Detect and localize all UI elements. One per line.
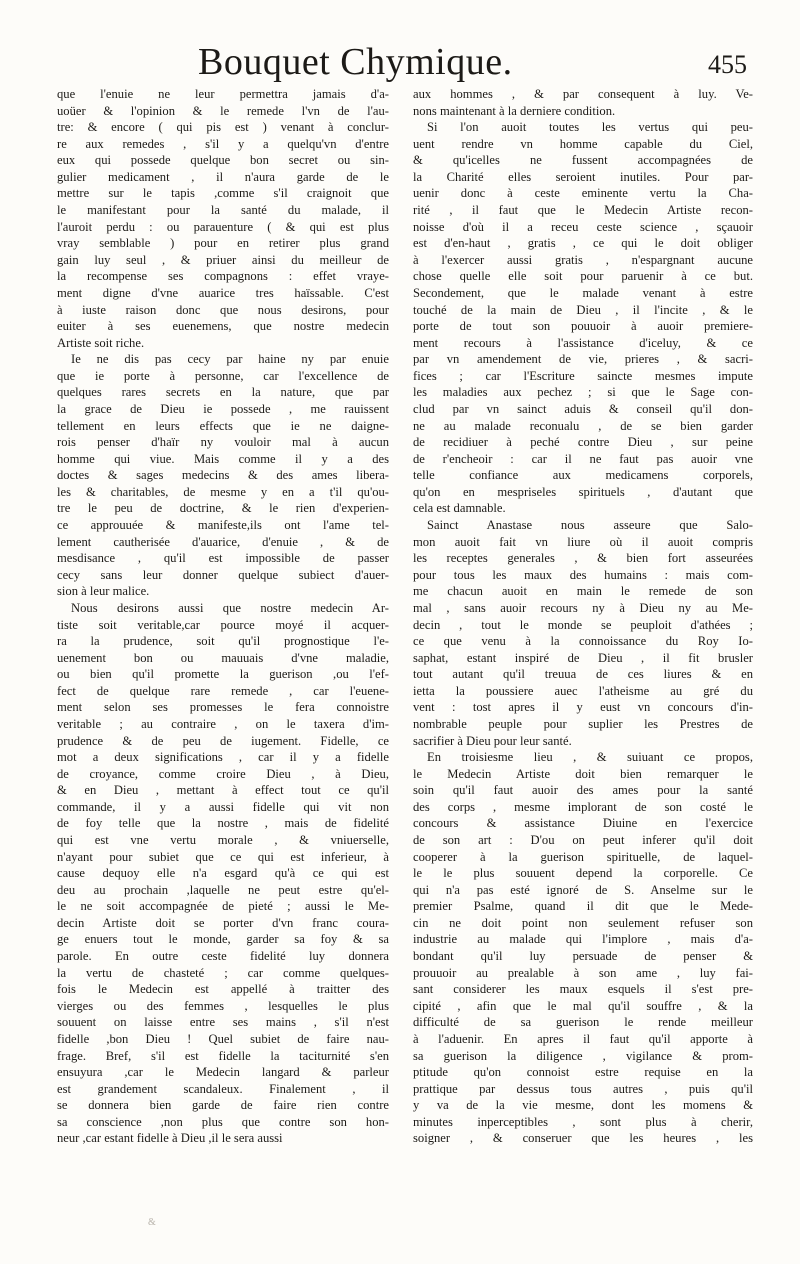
left-column-line: qui est vne vertu morale , & vniuerselle, (57, 833, 389, 848)
left-column-line: cecy sans leur donner quelque subiect d'auer- (57, 567, 389, 582)
right-column-line: mal , sans auoir recours ny à Dieu ny au Me- (413, 600, 753, 615)
left-column-line: tellement en leurs effects que ie ne daigne- (57, 418, 389, 433)
left-column-line: de foy telle que la nostre , mais de fidelité (57, 816, 389, 831)
right-column-line: sant considerer les maux esquels il s'est pre- (413, 982, 753, 997)
left-column-line: re aux remedes , s'il y a quelqu'vn d'entre (57, 136, 389, 151)
left-column-line: decin Artiste doit se porter d'vn franc coura- (57, 915, 389, 930)
left-column-line: que ie porte à personne, car l'excellence de (57, 368, 389, 383)
right-column-line: les receptes generales , & bien fort asseurées (413, 551, 753, 566)
right-column-line: industrie au malade qui l'implore , mais d'a- (413, 932, 753, 947)
left-column-line: sa conscience ,non plus que contre son hon- (57, 1114, 389, 1129)
right-column-line: me chacun auoit en main le remede de son (413, 584, 753, 599)
left-column-line: est grandement scandaleux. Finalement , il (57, 1081, 389, 1096)
right-column-line: y va de la vie mesme, dont les momens & (413, 1098, 753, 1113)
right-column-line: ietta la poussiere auec l'atheisme au gré du (413, 683, 753, 698)
right-column-line: decin , tout le monde se peuploit d'athées ; (413, 617, 753, 632)
left-column-line: la recompense ses compagnons : effet vraye- (57, 269, 389, 284)
left-column-line: vierges ou des femmes , lesquelles le plus (57, 998, 389, 1013)
right-column-line: uent rendre vn homme capable du Ciel, (413, 136, 753, 151)
left-column-line: & en Dieu , mettant à effect tout ce qu'il (57, 783, 389, 798)
left-column-line: fois le Medecin est appellé à traitter des (57, 982, 389, 997)
left-column-line: mesdisance , qu'il est impossible de passer (57, 551, 389, 566)
left-column-line: tre le peu de doctrine, & le rien d'experien- (57, 501, 389, 516)
right-column-line: nons maintenant à la derniere condition. (413, 103, 616, 118)
right-column-line: prattique par dessus tous autres , puis qu'il (413, 1081, 753, 1096)
left-column-line: mot a deux significations , car il y a fidelle (57, 750, 389, 765)
right-column-line: sacrifier à Dieu pour leur santé. (413, 733, 572, 748)
left-column-line: cause dequoy elle n'a esgard qu'à ce qui est (57, 866, 389, 881)
right-column-line: mon auoit fait vn liure où il auoit compris (413, 534, 753, 549)
right-column-line: ment recours à l'assistance d'iceluy, & ce (413, 335, 753, 350)
right-column-line: est d'en-haut , gratis , ce qui le doit obliger (413, 236, 753, 251)
left-column-line: Artiste soit riche. (57, 335, 145, 350)
right-column-line: cela est damnable. (413, 501, 506, 516)
right-column-line: prouuoir au prealable à son ame , luy fai- (413, 965, 753, 980)
left-column-line: que l'enuie ne leur permettra jamais d'a- (57, 87, 389, 101)
left-column-line: quelques rares secrets en la nature, que par (57, 385, 389, 400)
right-column-line: Sainct Anastase nous asseure que Salo- (427, 518, 753, 533)
left-column-line: le ne soit accompagnée de pieté ; aussi le Me- (57, 899, 389, 914)
right-column-line: tout autant qu'il treuua de ces liures & en (413, 667, 753, 682)
right-column-line: ptitude qu'on connoist estre requise en la (413, 1065, 753, 1080)
right-column-line: de son art : D'ou on peut inferer qu'il doit (413, 833, 753, 848)
left-column-line: ra la prudence, soit qu'il prognostique l'e- (57, 634, 389, 649)
left-column-line: uenement bon ou mauuais d'vne maladie, (57, 650, 389, 665)
right-column-line: la Charité elles seroient inutiles. Pour par- (413, 169, 753, 184)
left-column-line: de croyance, comme croire Dieu , à Dieu, (57, 766, 389, 781)
right-column-line: difficulté de sa guerison le rende meilleur (413, 1015, 753, 1030)
left-column-line: n'ayant pour subiet que ce qui est inferieur, à (57, 849, 389, 864)
left-column-line: tiste soit veritable,car pource moyé il acquer- (57, 617, 389, 632)
right-column-line: ce que venu à la connoissance du Roy Io- (413, 634, 753, 649)
left-column-line: euiter à ses euenemens, que nostre medecin (57, 319, 389, 334)
left-column-line: gain luy seul , & priuer ainsi du meilleur de (57, 252, 389, 267)
right-column-line: uenir donc à ceste eminente vertu la Cha- (413, 186, 753, 201)
left-column-line: mettre sur le tapis ,comme s'il craignoit que (57, 186, 389, 201)
right-column-line: concours & assistance Diuine en l'exercice (413, 816, 753, 831)
left-column-line: fidelle ,bon Dieu ! Quel subiet de faire nau- (57, 1031, 389, 1046)
right-column-line: premier Psalme, quand il dit que le Mede- (413, 899, 753, 914)
left-column-line: la vertu de chasteté ; car comme quelques- (57, 965, 389, 980)
left-column-line: vray semblable ) pour en retirer plus grand (57, 236, 389, 251)
right-column-line: de recidiuer à peché contre Dieu , sur peine (413, 435, 753, 450)
right-column-line: qui n'a pas esté ignoré de S. Anselme sur le (413, 882, 753, 897)
right-column-line: qu'on en mespriseles spirituels , d'autant que (413, 484, 753, 499)
left-column-line: veritable ; au contraire , on le taxera d'im- (57, 716, 389, 731)
left-column-line: frage. Bref, s'il est fidelle la taciturnité s'en (57, 1048, 389, 1063)
left-column-line: ment selon ses promesses le fera connoistre (57, 700, 389, 715)
left-column-line: rois penser d'haïr ny vouloir mal à aucun (57, 435, 389, 450)
left-column-line: sion à leur malice. (57, 584, 150, 599)
left-column-line: uoüer & l'opinion & le remede l'vn de l'au- (57, 103, 389, 118)
left-column-line: lement cautherisée d'auarice, d'enuie , & de (57, 534, 389, 549)
right-column-line: sa guerison la diligence , vigilance & prom- (413, 1048, 753, 1063)
left-column-line: ge enuers tout le monde, garder sa foy & sa (57, 932, 389, 947)
right-column (413, 86, 753, 1147)
page-number: 455 (708, 50, 747, 79)
right-column-line: En troisiesme lieu , & suiuant ce propos, (427, 750, 753, 765)
left-column-line: fect de quelque rare remede , car l'euene- (57, 683, 389, 698)
right-column-line: à l'exercer aussi gratis , n'espargnant aucune (413, 252, 753, 267)
running-head (0, 40, 800, 90)
right-column-line: Secondement, que le malade venant à estre (413, 285, 753, 300)
right-column-line: cooperer à la guerison spirituelle, de laquel- (413, 849, 753, 864)
left-column-line: homme qui viue. Mais comme il y a des (57, 451, 389, 466)
right-column-line: minutes inperceptibles , sont plus à cherir, (413, 1114, 753, 1129)
right-column-line: à l'aduenir. En apres il faut qu'il apporte à (413, 1031, 753, 1046)
left-column-line: la grace de Dieu ie possede , me rauissent (57, 401, 389, 416)
right-column-line: soin qu'il faut auoir des ames pour la santé (413, 783, 753, 798)
right-column-line: aux hommes , & par consequent à luy. Ve- (413, 87, 753, 101)
right-column-line: ne au malade reconualu , de se bien garder (413, 418, 753, 433)
right-column-line: de r'encheoir : car il ne faut pas auoir vne (413, 451, 753, 466)
right-column-line: le le plus souuent depend la corporelle. Ce (413, 866, 753, 881)
left-column-line: doctes & sages medecins & des ames libera- (57, 468, 389, 483)
ink-smudge: & (148, 1217, 156, 1228)
left-column-line: à iuste raison donc que nous desirons, pour (57, 302, 389, 317)
left-column-line: ce approuuée & manifeste,ils ont l'ame tel- (57, 518, 389, 533)
left-column-line: ensuyura ,car le Medecin langard & parleur (57, 1065, 389, 1080)
right-column-line: touché de la main de Dieu , il l'incite , & le (413, 302, 753, 317)
right-column-line: cin ne doit point non seulement refuser son (413, 915, 753, 930)
left-column-line: le manifestant pour la santé du malade, il (57, 203, 389, 218)
right-column-line: des corps , mesme implorant de son costé le (413, 799, 753, 814)
right-column-line: saphat, estant inspiré de Dieu , il fit brusler (413, 650, 753, 665)
left-column-line: deu au prochain ,laquelle ne peut estre qu'el- (57, 882, 389, 897)
right-column-line: le Medecin Artiste doit bien remarquer le (413, 766, 753, 781)
left-column-line: eux qui possede quelque bon secret ou sin- (57, 153, 389, 168)
right-column-line: nombrable peuple pour suplier les Prestres de (413, 716, 753, 731)
left-column-line: Nous desirons aussi que nostre medecin Ar- (71, 600, 389, 615)
left-column-line: souuent on laisse entre ses mains , s'il n'est (57, 1015, 389, 1030)
right-column-line: porte de tout son pouuoir à auoir premiere- (413, 319, 753, 334)
left-column-line: ment digne d'vne auarice tres haïssable. C'est (57, 285, 389, 300)
left-column-line: l'auroit perdu : ou parauenture ( & qui est plus (57, 219, 389, 234)
left-column-line: parole. En outre ceste fidelité luy donnera (57, 949, 389, 964)
right-column-line: noisse d'où il a receu ceste science , sçauoir (413, 219, 753, 234)
right-column-line: soigner , & conseruer que les heures , les (413, 1131, 753, 1146)
left-column-line: tre: & encore ( qui pis est ) venant à conclur- (57, 120, 389, 135)
left-column-line: les & charitables, de mesme y en a t'il qu'ou- (57, 484, 389, 499)
right-column-line: & qu'icelles ne fussent accompagnées de (413, 153, 753, 168)
right-column-line: bondant qu'il luy persuade de penser & (413, 949, 753, 964)
left-column-line: commande, il y a aussi fidelle qui vit non (57, 799, 389, 814)
right-column-line: fices ; car l'Escriture saincte mesmes impute (413, 368, 753, 383)
right-column-line: chose quelle elle soit pour paruenir à ce but. (413, 269, 753, 284)
running-title: Bouquet Chymique. (198, 41, 513, 83)
left-column-line: se donnera bien garde de faire rien contre (57, 1098, 389, 1113)
left-column-line: Ie ne dis pas cecy par haine ny par enuie (71, 352, 389, 367)
left-column-line: prudence & de peu de iugement. Fidelle, ce (57, 733, 389, 748)
right-column-line: cipité , afin que le mal qu'il souffre , & la (413, 998, 753, 1013)
right-column-line: rité , il faut que le Medecin Artiste recon- (413, 203, 753, 218)
right-column-line: par vn amendement de vie, prieres , & sacri- (413, 352, 753, 367)
right-column-line: vent : tost apres il y eust vn concours d'in- (413, 700, 753, 715)
right-column-line: Si l'on auoit toutes les vertus qui peu- (427, 120, 753, 135)
left-column (57, 86, 389, 1147)
right-column-line: pour tous les maux des humains : mais com- (413, 567, 753, 582)
right-column-line: telle confiance aux medicamens corporels, (413, 468, 753, 483)
left-column-line: ou bien qu'il promette la guerison ,ou l'ef- (57, 667, 389, 682)
left-column-line: neur ,car estant fidelle à Dieu ,il le sera aussi (57, 1131, 283, 1146)
right-column-line: clud par vn sainct aduis & conseil qu'il don- (413, 401, 753, 416)
left-column-line: gulier medicament , il n'aura garde de le (57, 169, 389, 184)
right-column-line: les maladies aux pechez ; si que le Sage con- (413, 385, 753, 400)
